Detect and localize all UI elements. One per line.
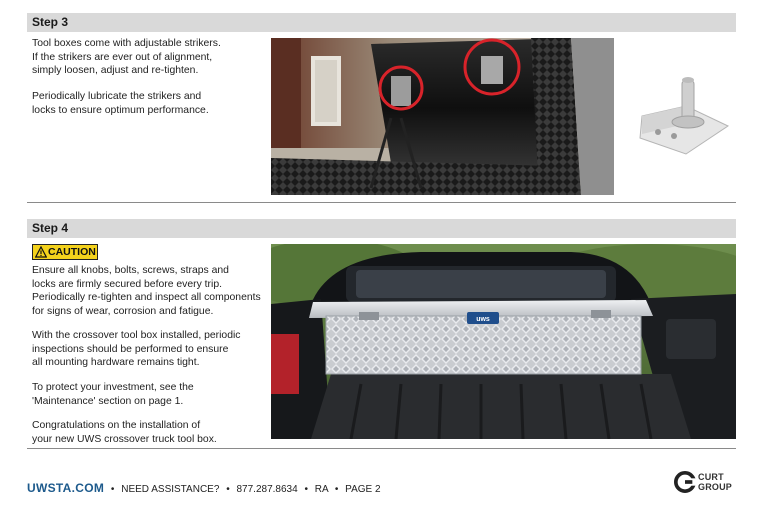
text-line: Periodically re-tighten and inspect all components: [32, 292, 261, 304]
curt-group-logo-text: [698, 473, 732, 492]
text-line: With the crossover tool box installed, periodic: [32, 330, 241, 341]
assistance-label: NEED ASSISTANCE?: [121, 484, 220, 495]
section-divider: [27, 202, 736, 203]
text-line: Congratulations on the installation of: [32, 420, 201, 431]
text-line: locks to ensure optimum performance.: [32, 104, 209, 116]
document-code: RA: [314, 484, 329, 495]
text-line: for signs of wear, corrosion and fatigue.: [32, 305, 214, 317]
step-4-heading-bar: [27, 219, 736, 238]
step-4-paragraph-3: [32, 381, 194, 408]
footer-divider: [27, 448, 736, 449]
text-line: locks are firmly secured before every trip.: [32, 278, 222, 290]
footer-contact: [27, 481, 381, 495]
uws-badge: uws: [476, 316, 490, 323]
page-number: PAGE 2: [345, 484, 381, 495]
step-3-heading-bar: [27, 13, 736, 32]
text-line: all mounting hardware remains tight.: [32, 357, 200, 369]
truck-toolbox-photo: [271, 244, 736, 439]
bullet: •: [304, 484, 308, 495]
phone-number[interactable]: 877.287.8634: [236, 484, 298, 495]
text-line: inspections should be performed to ensure: [32, 343, 229, 355]
logo-line-2: GROUP: [698, 481, 733, 492]
text-line: If the strikers are ever out of alignment,: [32, 51, 213, 63]
bullet: •: [226, 484, 230, 495]
text-line: Ensure all knobs, bolts, screws, straps and: [32, 265, 229, 276]
step-4-heading: Step 4: [32, 221, 69, 235]
striker-photo: [271, 38, 614, 195]
step-4-paragraph-2: [32, 329, 241, 370]
logo-line-1: CURT: [698, 472, 724, 482]
bullet: •: [334, 484, 339, 495]
caution-label: CAUTION: [48, 246, 96, 258]
step-3-paragraph-2: [32, 90, 209, 117]
step-4-paragraph-4: [32, 419, 217, 446]
step-4-paragraph-1: [32, 264, 261, 318]
text-line: Tool boxes come with adjustable strikers.: [32, 38, 221, 49]
caution-badge: [32, 244, 98, 260]
striker-part-image: [636, 76, 736, 160]
warning-triangle-icon: [35, 246, 47, 258]
text-line: To protect your investment, see the: [32, 382, 194, 393]
text-line: simply loosen, adjust and re-tighten.: [32, 65, 199, 77]
website-link[interactable]: UWSTA.COM: [27, 481, 105, 495]
step-3-heading: Step 3: [32, 15, 69, 29]
text-line: 'Maintenance' section on page 1.: [32, 395, 184, 407]
curt-group-logo-mark: [674, 471, 696, 493]
text-line: Periodically lubricate the strikers and: [32, 91, 202, 102]
text-line: your new UWS crossover truck tool box.: [32, 433, 217, 445]
bullet: •: [110, 484, 115, 495]
step-3-paragraph-1: [32, 37, 221, 78]
